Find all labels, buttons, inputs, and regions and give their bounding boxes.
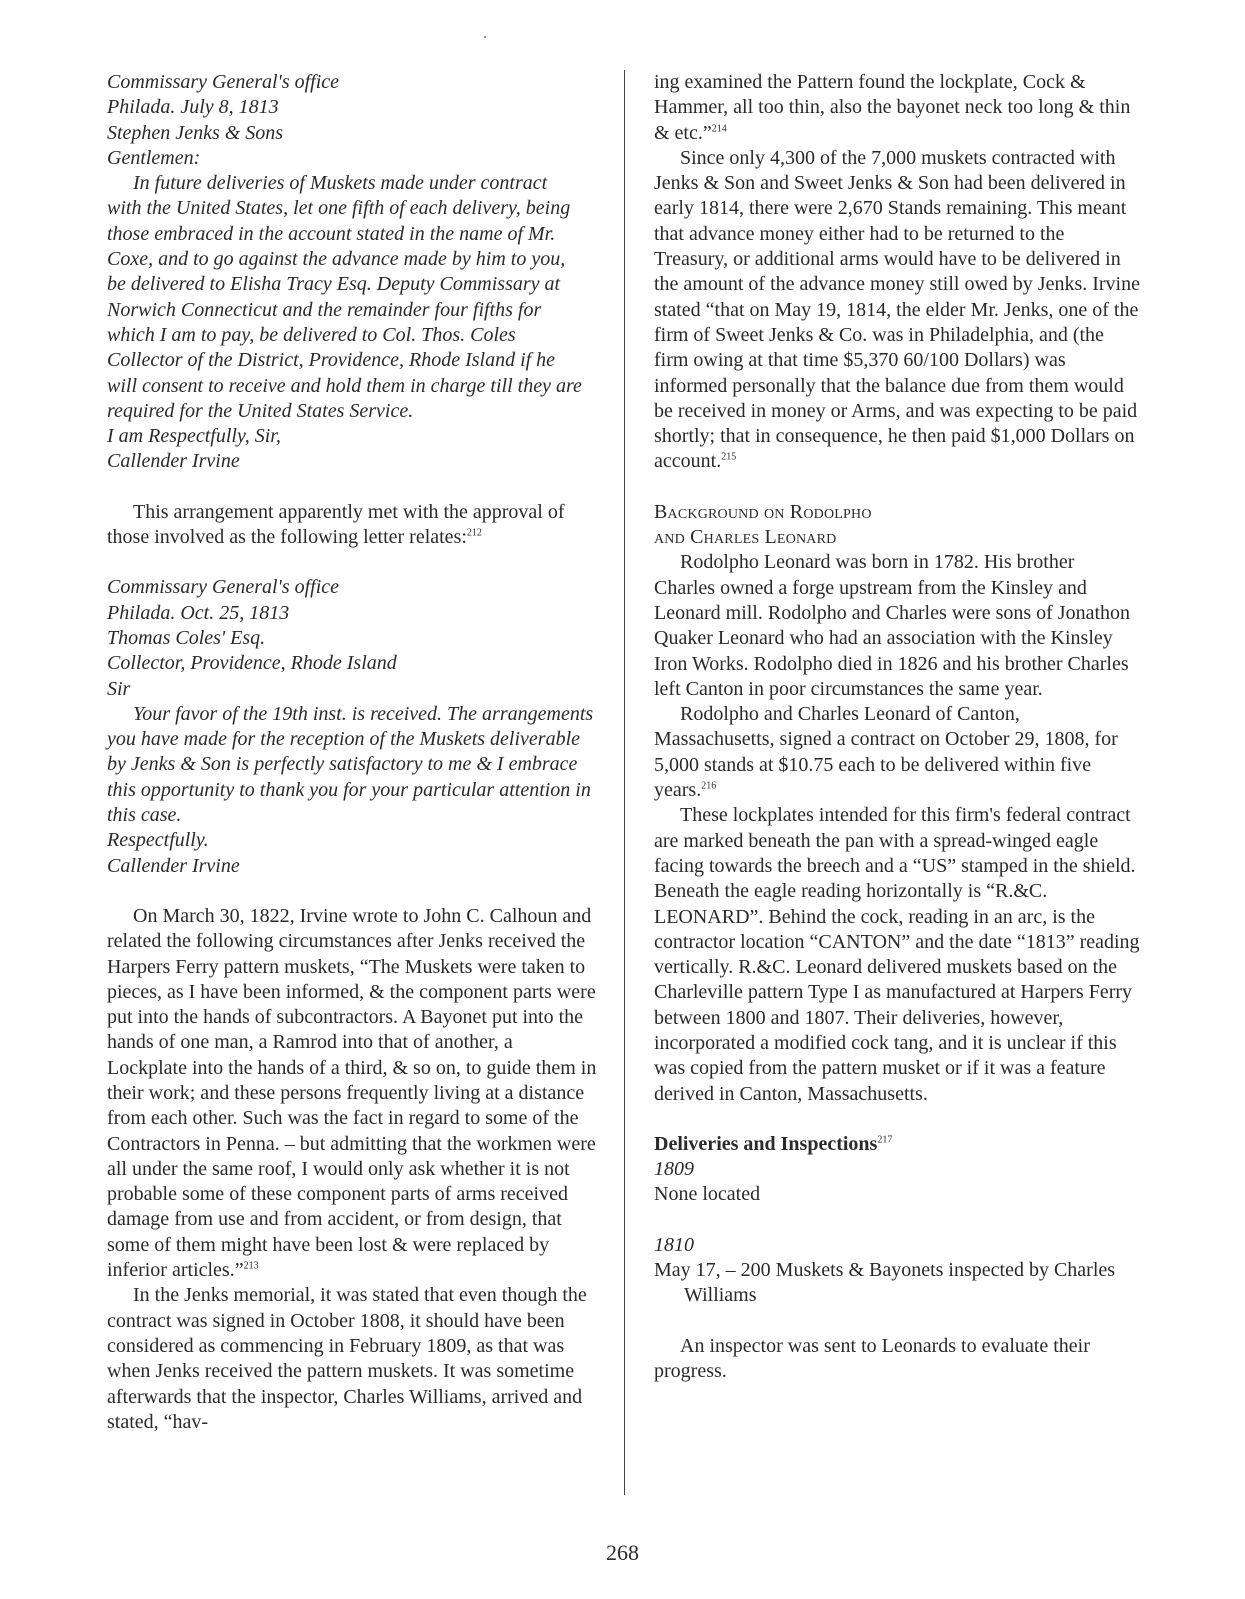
delivery-entry: May 17, – 200 Muskets & Bayonets inspected by Charles Williams <box>654 1259 1116 1307</box>
letter-salutation: Sir <box>107 677 131 700</box>
page-number: 268 <box>606 1540 639 1565</box>
left-column <box>107 70 597 1435</box>
section-heading: and Charles Leonard <box>654 526 837 549</box>
letter-addressee-title: Collector, Providence, Rhode Island <box>107 652 397 675</box>
letter-line: required for the United States Service. <box>107 399 414 422</box>
footnote-ref: 212 <box>466 527 482 539</box>
footnote-ref: 214 <box>711 122 727 134</box>
letter-heading-office: Commissary General's office <box>107 576 340 599</box>
letter-line: will consent to receive and hold them in charge till they are <box>107 374 582 397</box>
letter-body: Your favor of the 19th inst. is received. The arrangements you have made for the reception of the Muskets deliverable by Jenks & Son is perfectly satisfactory to me & I embrace this opportunity to thank you for your particular attention in this case. <box>107 702 594 827</box>
letter-addressee: Thomas Coles' Esq. <box>107 626 266 649</box>
body-paragraph: An inspector was sent to Leonards to evaluate their progress. <box>654 1334 1090 1382</box>
year-label: 1810 <box>654 1233 694 1256</box>
letter-closing: I am Respectfully, Sir, <box>107 425 281 448</box>
year-label: 1809 <box>654 1158 694 1181</box>
letter-line: which I am to pay, be delivered to Col. Thos. Coles <box>107 323 516 346</box>
letter-oct-1813 <box>107 575 597 879</box>
right-column <box>654 70 1140 1384</box>
letter-body <box>107 171 597 424</box>
letter-closing: Respectfully. <box>107 829 209 852</box>
letter-heading-date: Philada. July 8, 1813 <box>107 96 279 119</box>
body-paragraph: Rodolpho and Charles Leonard of Canton, Massachusetts, signed a contract on October 29, 1808, for 5,000 stands at $10.75 each to be delivered within five years.$^{216}$ <box>654 703 1118 802</box>
body-paragraph: Rodolpho Leonard was born in 1782. His brother Charles owned a forge upstream from the Kinsley and Leonard mill. Rodolpho and Charles were sons of Jonathon Quaker Leonard who had an association with the Kinsley Iron Works. Rodolpho died in 1826 and his brother Charles left Canton in poor circumstances the same year. <box>654 551 1131 700</box>
subsection-heading: Deliveries and Inspections$^{217}$ <box>654 1132 893 1155</box>
body-paragraph: In the Jenks memorial, it was stated that even though the contract was signed in October 1808, it should have been considered as commencing in February 1809, as that was when Jenks received the pattern muskets. It was sometime afterwards that the inspector, Charles Williams, arrived and stated, “hav- <box>107 1284 587 1433</box>
letter-line: those embraced in the account stated in the name of Mr. <box>107 222 556 245</box>
footnote-ref: 213 <box>243 1260 259 1272</box>
letter-salutation: Gentlemen: <box>107 146 201 169</box>
letter-heading-office: Commissary General's office <box>107 71 340 93</box>
letter-heading-date: Philada. Oct. 25, 1813 <box>107 601 290 624</box>
section-heading: Background on Rodolpho <box>654 500 872 523</box>
letter-line: Coxe, and to go against the advance made by him to you, <box>107 248 566 271</box>
delivery-entry: None located <box>654 1183 761 1206</box>
body-paragraph: This arrangement apparently met with the approval of those involved as the following letter relates:$^{212}$ <box>107 500 565 549</box>
footnote-ref: 217 <box>877 1134 893 1146</box>
letter-line: In future deliveries of Muskets made under contract <box>133 172 548 195</box>
letter-line: Norwich Connecticut and the remainder four fifths for <box>107 298 542 321</box>
scan-speck <box>484 36 486 38</box>
letter-line: Collector of the District, Providence, Rhode Island if he <box>107 349 556 372</box>
letter-signature: Callender Irvine <box>107 450 240 473</box>
letter-line: with the United States, let one fifth of each delivery, being <box>107 197 571 220</box>
body-paragraph: Since only 4,300 of the 7,000 muskets contracted with Jenks & Son and Sweet Jenks & Son had been delivered in early 1814, there were 2,670 Stands remaining. This meant that advance money either had to be returned to the Treasury, or additional arms would have to be delivered in the amount of the advance money still owed by Jenks. Irvine stated “that on May 19, 1814, the elder Mr. Jenks, one of the firm of Sweet Jenks & Co. was in Philadelphia, and (the firm owing at that time $5,370 60/100 Dollars) was informed personally that the balance due from them would be received in money or Arms, and was expecting to be paid shortly; that in consequence, he then paid $1,000 Dollars on account.$^{215}$ <box>654 146 1140 473</box>
letter-signature: Callender Irvine <box>107 854 240 877</box>
body-paragraph: On March 30, 1822, Irvine wrote to John C. Calhoun and related the following circumstances after Jenks received the Harpers Ferry pattern muskets, “The Muskets were taken to pieces, as I have been informed, & the component parts were put into the hands of subcontractors. A Bayonet put into the hands of one man, a Ramrod into that of another, a Lockplate into the hands of a third, & so on, to guide them in their work; and these persons frequently living at a distance from each other. Such was the fact in regard to some of the Contractors in Penna. – but admitting that the workmen were all under the same roof, I would only ask whether it is not probable some of these component parts of arms received damage from use and from accident, or from design, that some of them might have been lost & were replaced by inferior articles.”$^{213}$ <box>107 904 597 1282</box>
letter-addressee: Stephen Jenks & Sons <box>107 121 284 144</box>
column-divider <box>624 70 625 1495</box>
body-paragraph: ing examined the Pattern found the lockplate, Cock & Hammer, all too thin, also the bayonet neck too long & thin & etc.”$^{214}$ <box>654 71 1131 144</box>
body-paragraph: These lockplates intended for this firm's federal contract are marked beneath the pan with a spread-winged eagle facing towards the breech and a “US” stamped in the shield. Beneath the eagle reading horizontally is “R.&C. LEONARD”. Behind the cock, reading in an arc, is the contractor location “CANTON” and the date “1813” reading vertically. R.&C. Leonard delivered muskets based on the Charleville pattern Type I as manufactured at Harpers Ferry between 1800 and 1807. Their deliveries, however, incorporated a modified cock tang, and it is unclear if this was copied from the pattern musket or if it was a feature derived in Canton, Massachusetts. <box>654 804 1140 1105</box>
letter-july-1813 <box>107 70 597 475</box>
letter-line: be delivered to Elisha Tracy Esq. Deputy Commissary at <box>107 273 561 296</box>
footnote-ref: 216 <box>701 780 717 792</box>
footnote-ref: 215 <box>721 451 737 463</box>
